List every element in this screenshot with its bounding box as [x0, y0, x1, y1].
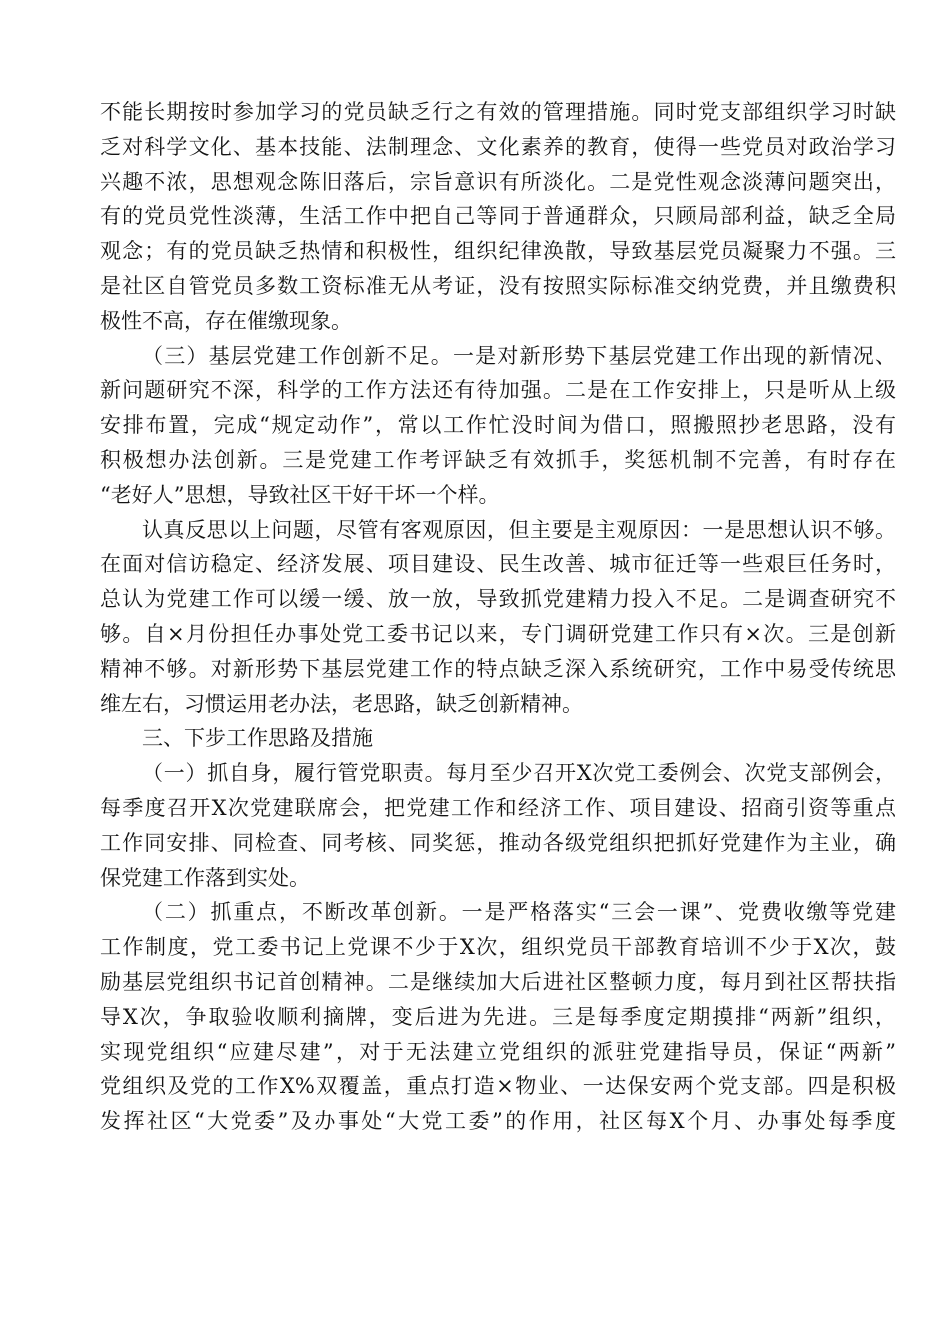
- text-line: 每季度召开X次党建联席会，把党建工作和经济工作、项目建设、招商引资等重点: [100, 795, 896, 820]
- document-body: [100, 95, 896, 1139]
- paragraph-p4: [100, 721, 896, 756]
- text-line: 保党建工作落到实处。: [100, 865, 310, 890]
- paragraph-p5: [100, 756, 896, 895]
- text-line: （三）基层党建工作创新不足。一是对新形势下基层党建工作出现的新情况、: [142, 343, 896, 368]
- text-line: 工作同安排、同检查、同考核、同奖惩，推动各级党组织把抓好党建作为主业，确: [100, 830, 896, 855]
- text-line: （一）抓自身，履行管党职责。每月至少召开X次党工委例会、次党支部例会，: [142, 761, 896, 786]
- text-line: “老好人”思想，导致社区干好干坏一个样。: [100, 482, 500, 507]
- text-line: 发挥社区“大党委”及办事处“大党工委”的作用，社区每X个月、办事处每季度: [100, 1109, 896, 1134]
- text-line: 新问题研究不深，科学的工作方法还有待加强。二是在工作安排上，只是听从上级: [100, 378, 896, 403]
- text-line: 极性不高，存在催缴现象。: [100, 308, 352, 333]
- paragraph-p3: [100, 513, 896, 722]
- text-line: 党组织及党的工作X%双覆盖，重点打造×物业、一达保安两个党支部。四是积极: [100, 1074, 896, 1099]
- text-line: 安排布置，完成“规定动作”，常以工作忙没时间为借口，照搬照抄老思路，没有: [100, 413, 896, 438]
- text-line: 在面对信访稳定、经济发展、项目建设、民生改善、城市征迁等一些艰巨任务时，: [100, 552, 896, 577]
- text-line: 工作制度，党工委书记上党课不少于X次，组织党员干部教育培训不少于X次，鼓: [100, 935, 896, 960]
- text-line: 兴趣不浓，思想观念陈旧落后，宗旨意识有所淡化。二是党性观念淡薄问题突出，: [100, 169, 896, 194]
- text-line: 励基层党组织书记首创精神。二是继续加大后进社区整顿力度，每月到社区帮扶指: [100, 969, 896, 994]
- paragraph-p1: [100, 95, 896, 339]
- paragraph-p6: [100, 895, 896, 1139]
- text-line: （二）抓重点，不断改革创新。一是严格落实“三会一课”、党费收缴等党建: [142, 900, 896, 925]
- text-line: 乏对科学文化、基本技能、法制理念、文化素养的教育，使得一些党员对政治学习: [100, 134, 896, 159]
- text-line: 三、下步工作思路及措施: [142, 726, 373, 751]
- text-line: 是社区自管党员多数工资标准无从考证，没有按照实际标准交纳党费，并且缴费积: [100, 273, 896, 298]
- text-line: 不能长期按时参加学习的党员缺乏行之有效的管理措施。同时党支部组织学习时缺: [100, 100, 896, 124]
- text-line: 认真反思以上问题，尽管有客观原因，但主要是主观原因：一是思想认识不够。: [142, 517, 896, 542]
- text-line: 实现党组织“应建尽建”，对于无法建立党组织的派驻党建指导员，保证“两新”: [100, 1039, 896, 1064]
- text-line: 积极想办法创新。三是党建工作考评缺乏有效抓手，奖惩机制不完善，有时存在: [100, 447, 896, 472]
- text-line: 总认为党建工作可以缓一缓、放一放，导致抓党建精力投入不足。二是调查研究不: [100, 587, 896, 612]
- text-line: 有的党员党性淡薄，生活工作中把自己等同于普通群众，只顾局部利益，缺乏全局: [100, 204, 896, 229]
- text-line: 够。自×月份担任办事处党工委书记以来，专门调研党建工作只有×次。三是创新: [100, 621, 896, 646]
- text-line: 维左右，习惯运用老办法，老思路，缺乏创新精神。: [100, 691, 583, 716]
- text-line: 导X次，争取验收顺利摘牌，变后进为先进。三是每季度定期摸排“两新”组织，: [100, 1004, 896, 1029]
- text-line: 精神不够。对新形势下基层党建工作的特点缺乏深入系统研究，工作中易受传统思: [100, 656, 896, 681]
- text-line: 观念；有的党员缺乏热情和积极性，组织纪律涣散，导致基层党员凝聚力不强。三: [100, 239, 896, 264]
- paragraph-p2: [100, 339, 896, 513]
